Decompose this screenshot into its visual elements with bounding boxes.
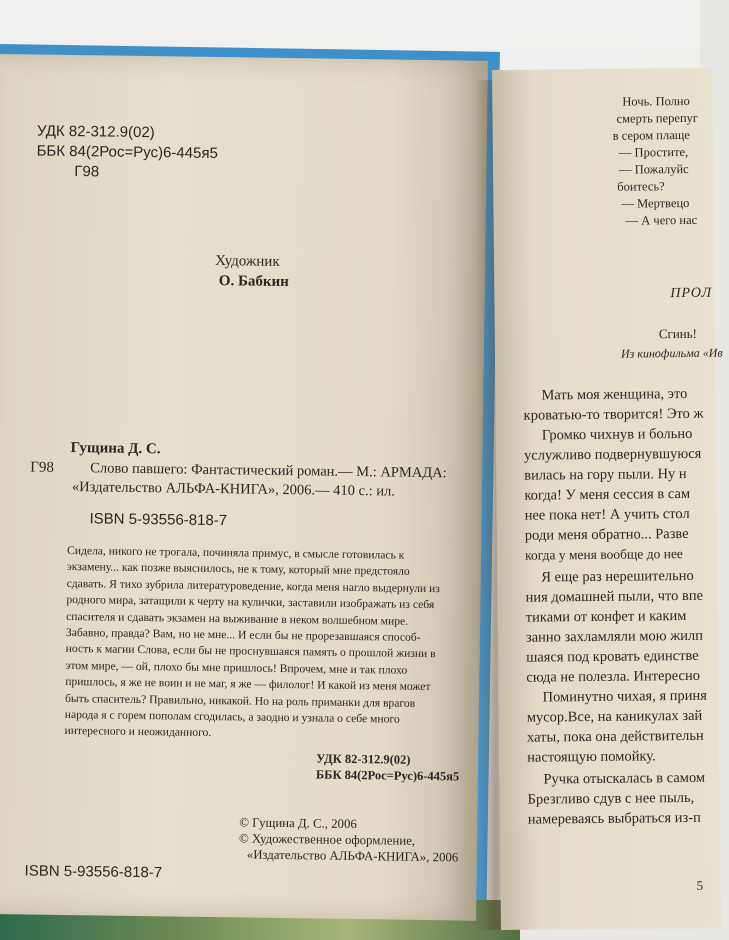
udk-header: УДК 82-312.9(02) [36, 122, 155, 142]
annotation-line: сдавать. Я тихо зубрила литературоведение, когда меня нагло выдернули из [66, 576, 440, 596]
epigraph-line: — Простите, [618, 144, 689, 160]
annotation [64, 543, 440, 745]
body-line: когда! У меня сессия в сам [524, 485, 691, 504]
body-line: сюда не полезла. Интересно [526, 667, 701, 686]
body-line: настоящую помойку. [527, 748, 656, 766]
annotation-line: пришлось, я же не воин и не маг, я же — филолог! И какой из меня может [65, 675, 431, 694]
annotation-line: ность к магии Слова, если бы не проснувшаяся память о прошлой жизни в [65, 642, 436, 661]
biblio-line2: «Издательство АЛЬФА-КНИГА», 2006.— 410 с.: ил. [71, 479, 396, 500]
epigraph-quote: Сгинь! [658, 325, 698, 342]
annotation-line: этом мире, — ой, плохо бы мне пришлось! Впрочем, мне и так плохо [65, 658, 408, 677]
body-line: роди меня обратно... Разве [524, 525, 689, 544]
annotation-line: экзамену... как позже выяснилось, не к тому, который мне предстояло [66, 560, 410, 579]
body-line: занно захламляли мою жилп [525, 627, 704, 646]
body-line: нее пока нет! А учить стол [524, 505, 690, 524]
epigraph-line: — Мертвецо [621, 195, 690, 211]
quote-source: Из кинофильма «Ив [620, 345, 723, 361]
body-line: мусор.Все, на каникулах зай [526, 707, 703, 726]
author-mark: Г98 [74, 163, 100, 181]
annotation-line: народа я с горем пополам сгодилась, а заодно и узнала о себе много [64, 708, 400, 726]
body-line: хаты, пока она действительн [526, 727, 704, 746]
epigraph-line: боитесь? [617, 179, 665, 194]
body-line: шаяся под кровать единстве [526, 647, 699, 666]
body-line: тиками от конфет и каким [525, 607, 687, 626]
body-line: Ручка отыскалась в самом [543, 769, 706, 788]
body-line: когда у меня вообще до нее [525, 546, 683, 563]
biblio-line1: Слово павшего: Фантастический роман.— М.: АРМАДА: [90, 460, 447, 482]
epigraph-line: смерть перепуг [616, 110, 699, 126]
annotation-line: интересного и неожиданного. [64, 724, 212, 740]
bbk-footer: ББК 84(2Рос=Рус)6-445я5 [315, 767, 460, 784]
body-line: Я еще раз нерешительно [541, 567, 694, 586]
body-line: Брезгливо сдув с нее пыль, [527, 789, 695, 808]
annotation-line: родного мира, затащили к черту на кулички, заставили изображать из себя [66, 593, 435, 612]
biblio-author: Гущина Д. С. [70, 440, 161, 458]
annotation-line: быть спаситель? Правильно, никакой. Но на роль приманки для врагов [64, 691, 416, 710]
copyright-publisher: «Издательство АЛЬФА-КНИГА», 2006 [246, 847, 459, 865]
annotation-line: спасителя и сдавать экзамен на выживание в неком волшебном мире. [66, 609, 409, 628]
isbn-bottom: ISBN 5-93556-818-7 [24, 862, 163, 882]
illustrator-label: Художник [215, 253, 280, 270]
copyright-design: © Художественное оформление, [238, 831, 416, 848]
body-line: кроватью-то творится! Это ж [523, 405, 704, 424]
epigraph-line: — Пожалуйс [618, 161, 689, 177]
isbn: ISBN 5-93556-818-7 [89, 510, 228, 530]
body-line: Громко чихнув и больно [541, 425, 693, 444]
body-line: Мать моя женщина, это [541, 385, 688, 404]
body-line: Поминутно чихая, я приня [542, 687, 707, 706]
body-line: намереваясь выбраться из-п [527, 809, 701, 828]
left-page [0, 54, 488, 921]
body-line: услужливо подвернувшуюся [523, 445, 702, 464]
page-number: 5 [696, 877, 704, 893]
annotation-line: Сидела, никого не трогала, починяла примус, в смысле готовилась к [66, 543, 405, 562]
epigraph-line: — А чего нас [625, 212, 698, 228]
chapter-heading: ПРОЛ [670, 285, 713, 302]
body-line: ния домашней пыли, что впе [525, 587, 704, 606]
illustrator-name: О. Бабкин [218, 273, 289, 291]
annotation-line: Забавно, правда? Вам, но не мне... И если бы не прорезавшаяся способ- [65, 626, 421, 644]
epigraph-line: в сером плаще [612, 127, 690, 143]
bbk-header: ББК 84(2Рос=Рус)6-445я5 [36, 142, 218, 163]
body-line: вилась на гору пыли. Ну н [524, 465, 687, 484]
right-page [492, 68, 721, 930]
copyright-author: © Гущина Д. С., 2006 [239, 815, 357, 832]
udk-footer: УДК 82-312.9(02) [316, 751, 411, 767]
epigraph-line: Ночь. Полно [622, 93, 690, 109]
biblio-mark: Г98 [30, 459, 55, 476]
